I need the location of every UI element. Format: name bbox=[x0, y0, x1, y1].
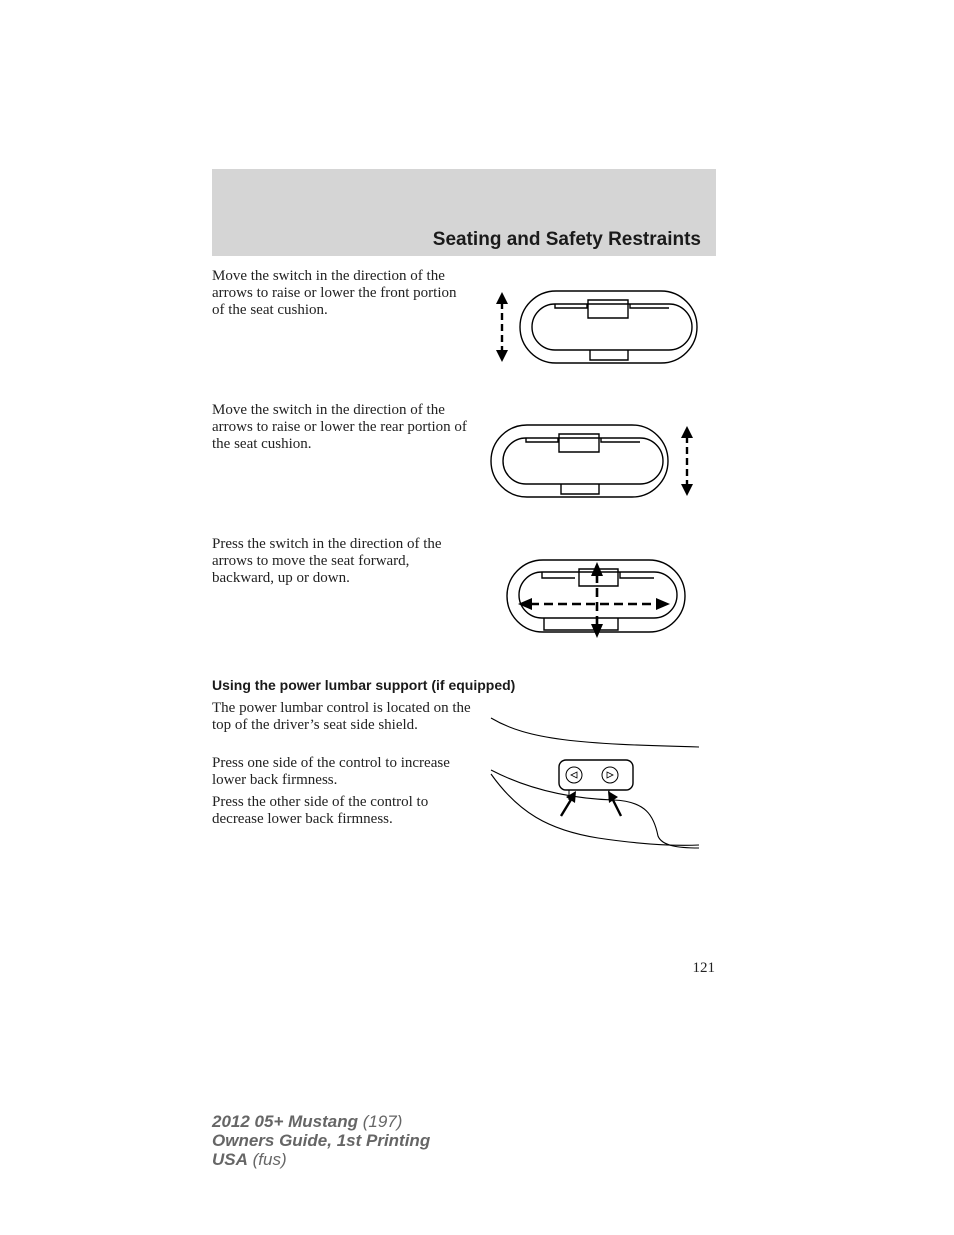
front-cushion-switch-figure bbox=[490, 288, 702, 368]
footer-model: 2012 05+ Mustang bbox=[212, 1112, 358, 1131]
switch-outline-icon bbox=[520, 291, 697, 363]
fore-aft-switch-figure bbox=[504, 556, 690, 640]
page-number: 121 bbox=[692, 960, 715, 976]
pointer-arrow-icon bbox=[561, 791, 621, 816]
lumbar-switch-icon bbox=[559, 760, 633, 800]
section-title: Seating and Safety Restraints bbox=[432, 229, 701, 250]
front-cushion-instructions: Move the switch in the direction of the arrows to raise or lower the front portion of the seat cushion. bbox=[212, 268, 457, 318]
switch-outline-icon bbox=[491, 425, 668, 497]
rear-cushion-switch-figure bbox=[488, 422, 700, 502]
lumbar-location-text: The power lumbar control is located on the top of the driver’s seat side shield. bbox=[212, 700, 471, 733]
lumbar-increase-text: Press one side of the control to increase lower back firmness. bbox=[212, 755, 450, 788]
footer-market-code: (fus) bbox=[247, 1150, 287, 1169]
footer-model-code: (197) bbox=[358, 1112, 403, 1131]
footer-guide-edition: Owners Guide, 1st Printing bbox=[212, 1131, 431, 1150]
lumbar-control-figure bbox=[488, 712, 702, 854]
document-footer bbox=[212, 1112, 430, 1169]
rear-cushion-instructions: Move the switch in the direction of the arrows to raise or lower the rear portion of the seat cushion. bbox=[212, 402, 467, 452]
four-way-arrow-icon bbox=[518, 562, 670, 638]
lumbar-decrease-text: Press the other side of the control to decrease lower back firmness. bbox=[212, 794, 429, 827]
lumbar-heading: Using the power lumbar support (if equipped) bbox=[212, 677, 516, 693]
section-header-band bbox=[212, 169, 716, 256]
vertical-arrow-icon bbox=[681, 426, 693, 496]
vertical-arrow-icon bbox=[496, 292, 508, 362]
fore-aft-instructions: Press the switch in the direction of the arrows to move the seat forward, backward, up or down. bbox=[212, 536, 442, 586]
footer-market: USA bbox=[212, 1150, 248, 1169]
